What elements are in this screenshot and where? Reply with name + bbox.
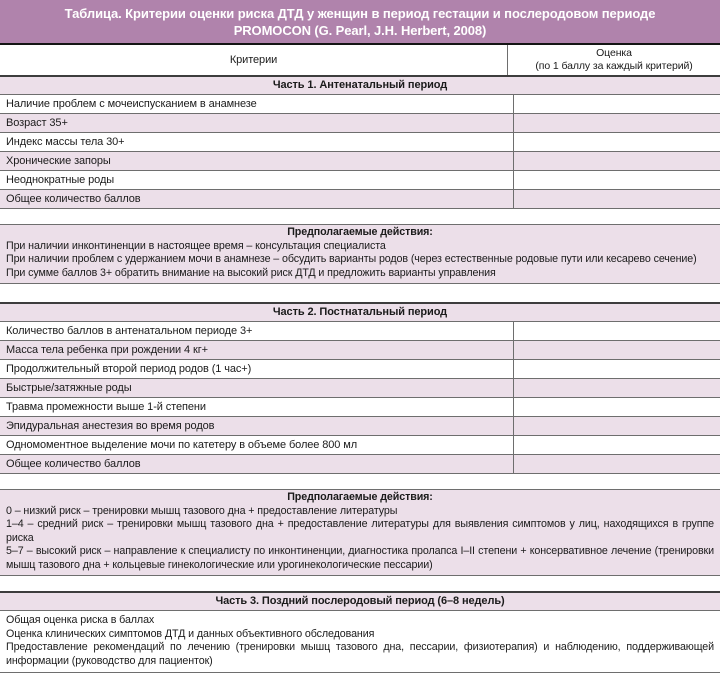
table-row: [0, 171, 720, 190]
action-item: При наличии проблем с удержанием мочи в анамнезе – обсудить варианты родов (через естественные родовые пути или кесарево сечение): [6, 253, 697, 265]
score-cell: [514, 114, 720, 132]
section-heading-part2: Часть 2. Постнатальный период: [0, 302, 720, 322]
section-heading-part1: Часть 1. Антенатальный период: [0, 75, 720, 95]
spacer: [0, 576, 720, 591]
actions-block-1: [0, 224, 720, 284]
criterion-cell: Индекс массы тела 30+: [0, 133, 514, 151]
part3-content: [0, 611, 720, 673]
score-cell: [514, 190, 720, 208]
actions-heading: Предполагаемые действия:: [287, 491, 433, 503]
score-cell: [514, 133, 720, 151]
score-cell: [514, 341, 720, 359]
part3-item: Оценка клинических симптомов ДТД и данных объективного обследования: [6, 627, 375, 640]
table-row: [0, 379, 720, 398]
table-row: [0, 152, 720, 171]
score-cell: [514, 455, 720, 473]
criterion-cell: Хронические запоры: [0, 152, 514, 170]
score-cell: [514, 171, 720, 189]
criterion-cell: Масса тела ребенка при рождении 4 кг+: [0, 341, 514, 359]
spacer: [0, 209, 720, 224]
score-cell: [514, 417, 720, 435]
score-cell: [514, 95, 720, 113]
score-cell: [514, 360, 720, 378]
column-header-score-line1: Оценка: [596, 47, 632, 59]
table-row: [0, 190, 720, 209]
column-header-score: [508, 45, 720, 75]
criterion-cell: Количество баллов в антенатальном периоде 3+: [0, 322, 514, 340]
criterion-cell: Неоднократные роды: [0, 171, 514, 189]
criterion-cell: Возраст 35+: [0, 114, 514, 132]
part3-item: Предоставление рекомендаций по лечению (тренировки мышц тазового дна, пессарии, физиотерапия) и наблюдению, поддерживающей информации (руководство для пациенток): [6, 641, 714, 667]
criterion-cell: Травма промежности выше 1-й степени: [0, 398, 514, 416]
score-cell: [514, 379, 720, 397]
criterion-cell: Наличие проблем с мочеиспусканием в анамнезе: [0, 95, 514, 113]
score-cell: [514, 436, 720, 454]
actions-heading: Предполагаемые действия:: [287, 226, 433, 238]
table-row: [0, 133, 720, 152]
column-header-row: [0, 45, 720, 75]
criterion-cell: Быстрые/затяжные роды: [0, 379, 514, 397]
table-title: [0, 0, 720, 45]
criterion-cell: Одномоментное выделение мочи по катетеру в объеме более 800 мл: [0, 436, 514, 454]
table-row: [0, 322, 720, 341]
spacer: [0, 284, 720, 302]
table-title-line2: PROMOCON (G. Pearl, J.H. Herbert, 2008): [233, 23, 487, 38]
column-header-score-line2: (по 1 баллу за каждый критерий): [535, 60, 693, 72]
action-item: 0 – низкий риск – тренировки мышц тазового дна + предоставление литературы: [6, 504, 398, 517]
table-row: [0, 436, 720, 455]
score-cell: [514, 322, 720, 340]
table-row: [0, 341, 720, 360]
criterion-cell: Общее количество баллов: [0, 190, 514, 208]
action-item: При сумме баллов 3+ обратить внимание на высокий риск ДТД и предложить варианты управления: [6, 266, 496, 279]
criterion-cell: Эпидуральная анестезия во время родов: [0, 417, 514, 435]
criterion-cell: Продолжительный второй период родов (1 час+): [0, 360, 514, 378]
table-row: [0, 95, 720, 114]
table-row: [0, 398, 720, 417]
action-item: 1–4 – средний риск – тренировки мышц тазового дна + предоставление литературы для выявления симптомов у лиц, находящихся в группе риска: [6, 518, 714, 544]
actions-block-2: [0, 489, 720, 576]
section-heading-part3: Часть 3. Поздний послеродовый период (6–8 недель): [0, 591, 720, 611]
part3-item: Общая оценка риска в баллах: [6, 614, 155, 626]
score-cell: [514, 152, 720, 170]
table-row: [0, 455, 720, 474]
score-cell: [514, 398, 720, 416]
action-item: При наличии инконтиненции в настоящее время – консультация специалиста: [6, 239, 386, 252]
column-header-criteria: Критерии: [0, 45, 508, 75]
table-row: [0, 114, 720, 133]
criterion-cell: Общее количество баллов: [0, 455, 514, 473]
spacer: [0, 474, 720, 489]
action-item: 5–7 – высокий риск – направление к специалисту по инконтиненции, диагностика пролапса I–II степени + консервативное лечение (тренировки мышц тазового дна + кольцевые гинекологические или урогинекологические пессарии): [6, 545, 714, 571]
table-row: [0, 360, 720, 379]
table-title-line1: Таблица. Критерии оценки риска ДТД у женщин в период гестации и послеродовом периоде: [64, 6, 656, 21]
table-row: [0, 417, 720, 436]
